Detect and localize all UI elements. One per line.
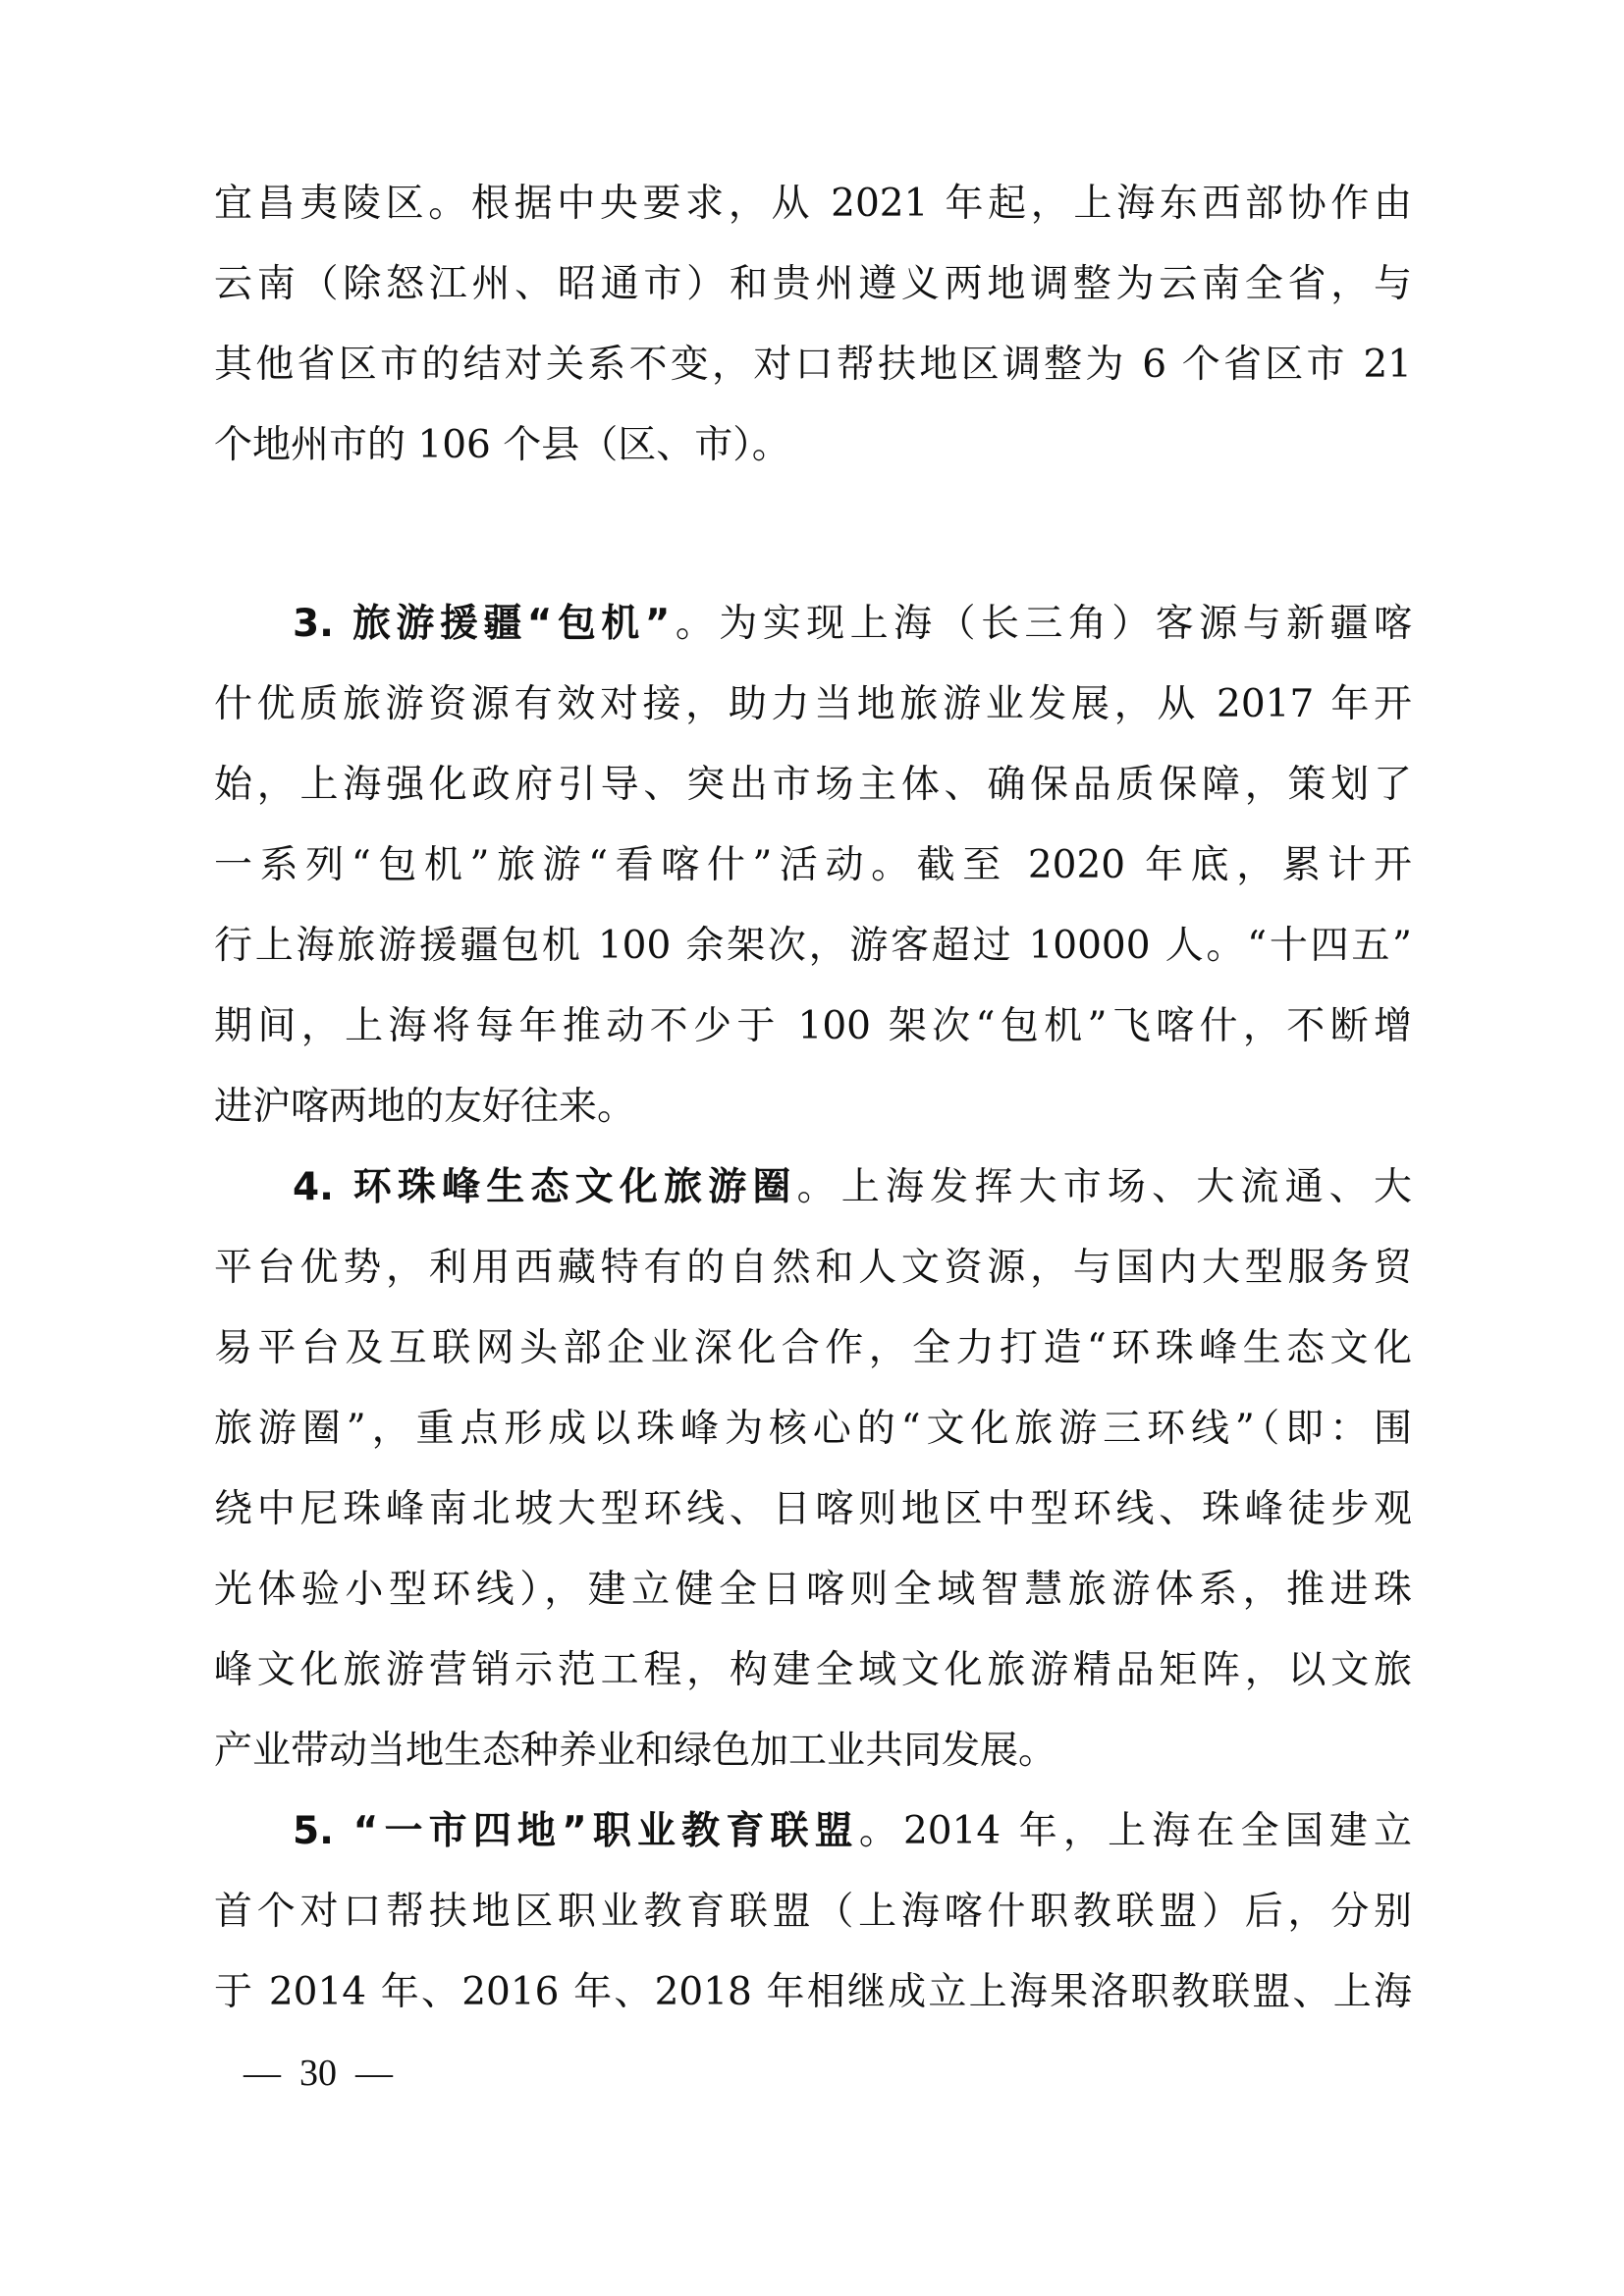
section-4-heading: 4. 环珠峰生态文化旅游圈 [293, 1165, 797, 1209]
section-4-first-line [293, 1158, 1412, 1217]
page-number: — 30 — [244, 2053, 393, 2094]
section-3-heading: 3. 旅游援疆“包机” [293, 602, 671, 646]
text-line: 产业带动当地生态种养业和绿色加工业共同发展。 [214, 1729, 1057, 1773]
text-line: 云南（除怒江州、昭通市）和贵州遵义两地调整为云南全省，与 [214, 262, 1412, 306]
text-line: 光体验小型环线），建立健全日喀则全域智慧旅游体系，推进珠 [214, 1568, 1412, 1612]
text-line: 始，上海强化政府引导、突出市场主体、确保品质保障，策划了 [214, 763, 1412, 807]
text-line: 一系列“包机”旅游“看喀什”活动。截至 2020 年底，累计开 [214, 843, 1412, 887]
text-line: 于 2014 年、2016 年、2018 年相继成立上海果洛职教联盟、上海 [214, 1970, 1412, 2014]
text-line: 什优质旅游资源有效对接，助力当地旅游业发展，从 2017 年开 [214, 682, 1412, 726]
section-3-first-line [293, 595, 1412, 654]
text-line: 绕中尼珠峰南北坡大型环线、日喀则地区中型环线、珠峰徒步观 [214, 1487, 1412, 1531]
text-line: 其他省区市的结对关系不变，对口帮扶地区调整为 6 个省区市 21 [214, 343, 1412, 387]
text-line: 平台优势，利用西藏特有的自然和人文资源，与国内大型服务贸 [214, 1246, 1412, 1290]
section-5-first-line-text: 。2014 年，上海在全国建立 [858, 1809, 1413, 1853]
text-line: 峰文化旅游营销示范工程，构建全域文化旅游精品矩阵，以文旅 [214, 1648, 1412, 1692]
section-5-heading: 5. “一市四地”职业教育联盟 [293, 1809, 859, 1853]
text-line: 宜昌夷陵区。根据中央要求，从 2021 年起，上海东西部协作由 [214, 182, 1412, 226]
section-3-first-line-text: 。为实现上海（长三角）客源与新疆喀 [670, 602, 1412, 646]
section-4-first-line-text: 。上海发挥大市场、大流通、大 [796, 1165, 1412, 1209]
text-line: 进沪喀两地的友好往来。 [214, 1085, 636, 1129]
text-line: 首个对口帮扶地区职业教育联盟（上海喀什职教联盟）后，分别 [214, 1890, 1412, 1934]
text-line: 期间，上海将每年推动不少于 100 架次“包机”飞喀什，不断增 [214, 1004, 1412, 1048]
text-line: 个地州市的 106 个县（区、市）。 [214, 423, 790, 467]
text-line: 易平台及互联网头部企业深化合作，全力打造“环珠峰生态文化 [214, 1326, 1412, 1370]
text-line: 旅游圈”，重点形成以珠峰为核心的“文化旅游三环线”（即：围 [214, 1407, 1412, 1451]
section-5-first-line [293, 1802, 1412, 1861]
text-line: 行上海旅游援疆包机 100 余架次，游客超过 10000 人。“十四五” [214, 924, 1412, 968]
